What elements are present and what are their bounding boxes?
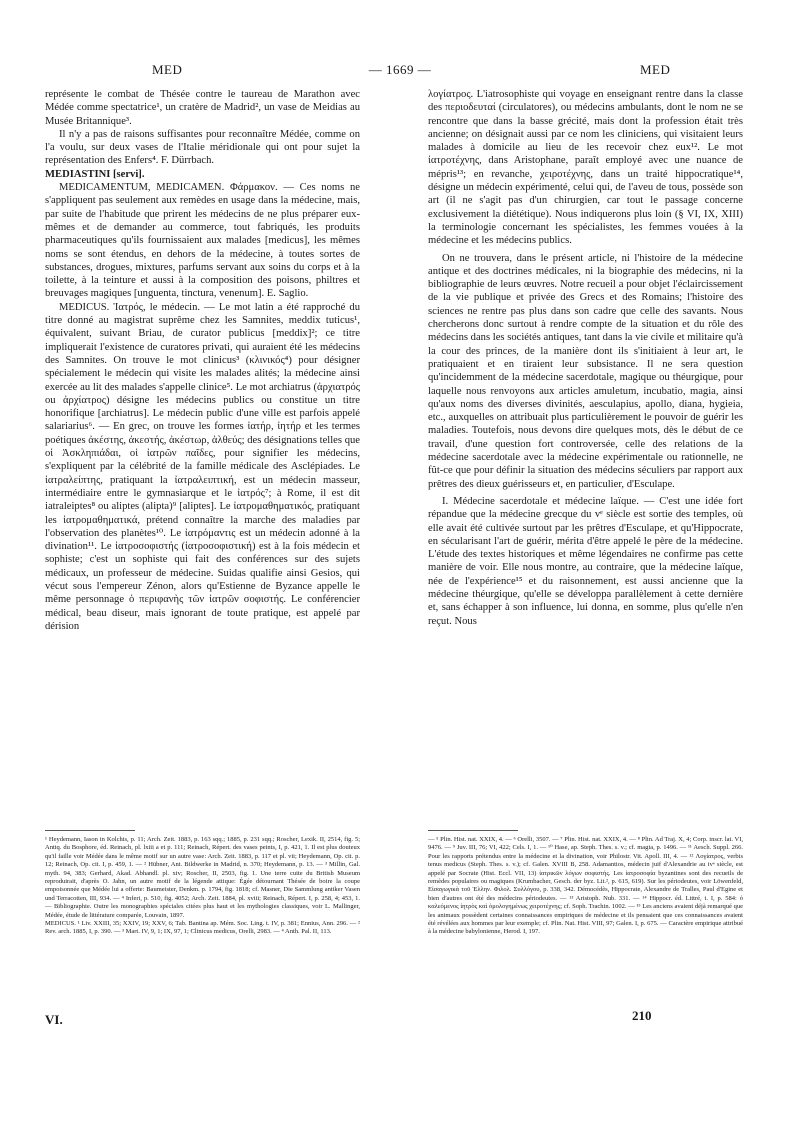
header-right-title: MED (640, 62, 671, 77)
paragraph: représente le combat de Thésée contre le taureau de Marathon avec Médée comme spectatrice¹, un cratère de Madrid², un vase de Meidias au Musée Britannique³. (45, 89, 360, 127)
paragraph: Il n'y a pas de raisons suffisantes pour reconnaître Médée, comme on l'a voulu, sur deux vases de l'Italie méridionale qui ont pour sujet la représentation des Enfers⁴. F. Dürrbach. (45, 128, 360, 167)
footnote: — ⁵ Plin. Hist. nat. XXIX, 4. — ⁶ Orelli, 3507. — ⁷ Plin. Hist. nat. XXIX, 4. — ⁸ Plin. Ad Traj. X, 4; Corp. inscr. lat. VI, 9476. — ⁹ Juv. III, 76; VI, 422; Cels. I, 1. — ¹⁰ Hase, ap. Steph. Thes. s. v.; cf. magia, p. 1496. — ¹¹ Aesch. Suppl. 266. Pour les rapports prétendus entre la médecine et la divination, voir Philostr. Vit. Apoll. III, 4. — ¹² Λογίατρος, verbis tenus medicus (Steph. Thes. s. v.); cf. Galen. XVIII B, 258. Adamantios, médecin juif d'Alexandrie au ivᵉ siècle, est appelé par Socrate (Hist. Eccl. VII, 13) ἰατρικῶν λόγων σοφιστής. Les ἰατροσοφία byzantines sont des recueils de remèdes populaires ou magiques (Krumbacher, Gesch. der byz. Lit.², p. 615, 619). Sur les périodeutes, voir Löwenfeld, Εἰσαγωγικὰ τοῦ Ἑλλην. Φιλολ. Συλλόγου, p. 338, 342. Démocédès, Hippocrate, Alexandre de Tralles, Paul d'Egine et bien d'autres ont été des médecins périodeutes. — ¹³ Aristoph. Nub. 331. — ¹⁴ Hippocr. éd. Littré, t. I, p. 584: ὁ καλεόμενος ἰητρὸς καὶ ὁμολογημένως χειροτέχνης; cf. Soph. Trachin. 1002. — ¹⁵ Les anciens avaient déjà remarqué que les animaux possèdent certaines connaissances empiriques de médecine et ils pensaient que ces connaissances avaient été révélées aux hommes par leur exemple; cf. Plin. Nat. Hist. VIII, 97; Galen. I, p. 675. — Caractère empirique attribué à la médecine babylonienne, Herod. I, 197. (428, 836, 743, 936)
signature-number: 210 (632, 1008, 652, 1023)
right-column (428, 88, 743, 628)
signature-mark: VI. (45, 1012, 63, 1027)
paragraph: λογίατρος. L'iatrosophiste qui voyage en enseignant rentre dans la classe des περιοδευταί (circulatores), ou médecins ambulants, dont le nom ne se rencontre que dans la basse grécité, mais dont la profession était très ancienne; on désignait aussi par ce nom les cliniciens, qui visitaient leurs malades à domicile au lieu de les recevoir chez eux¹². Le mot ἰατροτέχνης, dans Aristophane, paraît employé avec une nuance de mépris¹³; en revanche, χειροτέχνης, dans un traité hippocratique¹⁴, désigne un médecin expérimenté, celui qui, de l'aveu de tous, possède son art (il ne s'agit pas d'un chirurgien, car tout le passage concerne exclusivement la diététique). Nous indiquerons plus loin (§ VI, IX, XIII) la terminologie concernant les spécialistes, les femmes vouées à la médecine et les médecins publics. (428, 89, 743, 247)
paragraph: MEDICUS. Ἰατρός, le médecin. — Le mot latin a été rapproché du titre donné au magistrat suprême chez les Samnites, meddix tuticus¹, équivalent, suivant Briau, de curator publicus [meddix]²; ce titre impliquerait l'existence de curatores privati, qui auraient été les médecins des Samnites. On trouve le mot clinicus³ (κλινικός⁴) pour désigner spécialement le médecin qui visite les malades alités; la médecine ainsi exercée au lit des malades s'appelle clinice⁵. Le mot archiatrus (ἀρχιατρός ou ἀρχίατρος) désigne les médecins publics ou constitue un titre honorifique [archiatrus]. Le médecin public d'une ville est parfois appelé salariarius⁶. — En grec, on trouve les formes ἰατήρ, ἰητήρ et les termes poétiques ἀκέστης, ἀκεστής, ἀκέστωρ, ἀλθεύς; des désignations telles que οἱ Ἀσκληπιάδαι, οἱ ἰατρῶν παῖδες, pour signifier les médecins, s'expliquent par la célébrité de la famille médicale des Asclépiades. Le ἰατραλείπτης, pratiquant la ἰατραλειπτική, est un médecin masseur, intermédiaire entre le gymnasiarque et le ἰατρός⁷; à Rome, il est dit iatraleiptes⁸ ou aliptes (alipta)⁹ [aliptes]. Le ἰατρομαθηματικός, pratiquant les ἰατρομαθηματικά, prétend connaître la marche des maladies par l'observation des planètes¹⁰. Le ἰατρόμαντις est un médecin adonné à la divination¹¹. Le ἰατροσοφιστής (ἰατροσοφιστική) est à la fois médecin et sophiste; c'est un sophiste qui fait des conférences sur des sujets médicaux, un professeur de médecine. Suidas qualifie ainsi Gesios, qui vécut sous l'empereur Zénon, alors qu'Estienne de Byzance appelle le même personnage ὁ περιφανὴς τῶν ἰατρῶν σοφιστής. Le conférencier médical, beau diseur, mais ignorant de toute pratique, est appelé par dérision (45, 301, 360, 632)
footnotes-left (45, 836, 360, 937)
left-column (45, 88, 360, 633)
paragraph: On ne trouvera, dans le présent article, ni l'histoire de la médecine antique et des doctrines médicales, ni la biographie des médecins, ni la bibliographie de leurs œuvres. Notre recueil a pour objet l'éclaircissement de la vie publique et privée des Grecs et des Romains; l'histoire des sciences ne rentre pas plus dans son cadre que celle des savants. Nous chercherons donc surtout à rendre compte de la situation et du rôle des médecins dans les sociétés antiques, tant dans la vie civile et militaire qu'à la cour des princes, de la manière dont ils s'initiaient à leur art, le pratiquaient et en tiraient leur subsistance. Il ne sera question qu'incidemment de la médecine sacerdotale, magique ou théurgique, pour laquelle nous renvoyons aux articles amuletum, incubatio, magia, ainsi qu'aux noms des diverses divinités, aesculapius, apollo, diana, hygieia, etc., auxquelles on attribuait plus particulièrement le pouvoir de guérir les maladies. Toutefois, nous devons dire quelques mots, dès le début de ce travail, d'une question fort controversée, celle des relations de la médecine sacerdotale avec la médecine expérimentale ou rationnelle, ne fût-ce que pour définir la situation des médecins séculiers par rapport aux prêtres des dieux guérisseurs et, en particulier, d'Esculape. (428, 252, 743, 490)
header-left-title: MED (152, 62, 183, 77)
paragraph: MEDICAMENTUM, MEDICAMEN. Φάρμακον. — Ces noms ne s'appliquent pas seulement aux remèdes en usage dans la médecine, mais, par suite de l'habitude que prirent les médecins de ne plus préparer eux-mêmes et de demander au commerce, tout fabriqués, les produits pharmaceutiques qu'ils fournissaient aux malades [medicus], les mêmes noms se sont étendus, en dehors de la médecine, à toutes sortes de substances, drogues, mixtures, parfums servant aux soins du corps et à la toilette, à la teinture et aussi à la composition des poisons, philtres et breuvages magiques [unguenta, tinctura, venenum]. E. Saglio. (45, 182, 360, 300)
footnotes-right (428, 836, 743, 937)
paragraph: I. Médecine sacerdotale et médecine laïque. — C'est une idée fort répandue que la médecine grecque du vᵉ siècle est sortie des temples, où elle avait été cultivée surtout par les prêtres d'Esculape, et qu'Hippocrate, en sécularisant l'art de guérir, mérita d'être appelé le père de la médecine. L'étude des textes historiques et même légendaires ne confirme pas cette manière de voir. Elle nous montre, au contraire, que la médecine laïque, née de l'expérience¹⁵ et du raisonnement, est aussi ancienne que la médecine théurgique, qu'elle se développa parallèlement à cette dernière et, sans échapper à son influence, lui donna, en somme, plus qu'elle n'en reçut. Nous (428, 495, 743, 627)
footnote: MEDICUS. ¹ Liv. XXIII, 35; XXIV, 19; XXV, 6; Tab. Bantina ap. Mém. Soc. Ling. t. IV, p. 381; Ennius, Ann. 296. — ² Rev. arch. 1885, I, p. 390. — ³ Mart. IV, 9, 1; IX, 97, 1; Clinicus medicus, Orelli, 2983. — ⁴ Anth. Pal. II, 113. (45, 920, 360, 936)
footnote-rule (428, 830, 518, 831)
footnote: ¹ Heydemann, Iason in Kolchis, p. 11; Arch. Zeit. 1883, p. 163 sqq.; 1885, p. 231 sqq.; Roscher, Lexik. II, 2514, fig. 5; Antiq. du Bosphore, éd. Reinach, pl. lxiii a et p. 111; Reinach, Répert. des vases peints, I, p. 421, 1. Il est plus douteux qu'il faille voir Médée dans le même motif sur un autre vase: Arch. Zeit. 1883, p. 117 et pl. vii; Heydemann, Op. cit. p. 12; Reinach, Op. cit. I, p. 459, 1. — ² Hübner, Ant. Bildwerke in Madrid, n. 370; Heydemann, p. 13. — ³ Millin, Gal. myth. 94, 383; Gerhard, Akad. Abhandl. pl. xiv; Roscher, II, 2503, fig. 1. Une terre cuite du British Museum reproduirait, d'après O. Jahn, un autre motif de la légende attique: Égée détournant Thésée de boire la coupe empoisonnée que Médée lui a offerte: Baumeister, Denkm. p. 1794, fig. 1818; cf. Masner, Die Sammlung antiker Vasen und Terracotten, III, 934. — ⁴ Inferi, p. 510, fig. 4052; Arch. Zeit. 1884, pl. xviii; Reinach, Répert. I, p. 258, 4; 453, 1. — Bibliographie. Outre les monographies spéciales citées plus haut et les mythologies classiques, voir L. Mallinger, Médée, étude de littérature comparée, Louvain, 1897. (45, 836, 360, 919)
entry-heading: MEDIASTINI [servi]. (45, 168, 145, 180)
running-header (0, 62, 800, 82)
footnote-rule (45, 830, 135, 831)
page-number: — 1669 — (368, 62, 432, 77)
